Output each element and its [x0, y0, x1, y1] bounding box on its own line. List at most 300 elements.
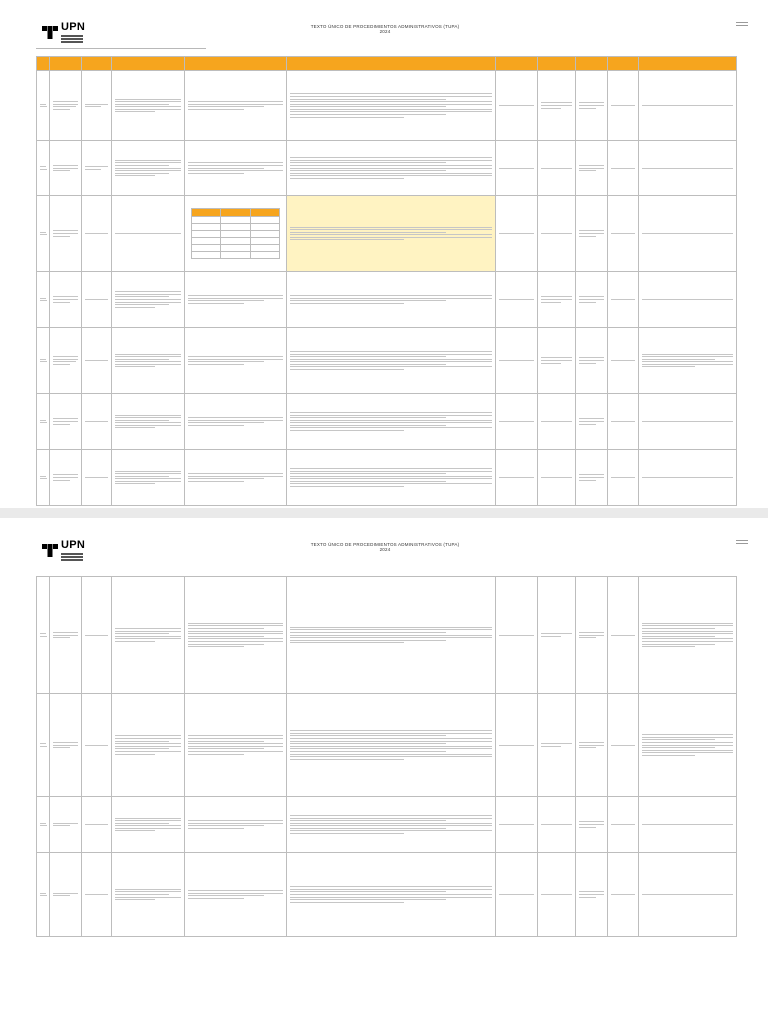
table-cell [37, 141, 50, 196]
text-line [290, 227, 492, 228]
text-line [611, 168, 635, 169]
text-line [642, 354, 733, 355]
text-line [40, 636, 47, 637]
text-line [541, 636, 561, 637]
table-cell [287, 272, 496, 328]
text-line [611, 105, 635, 106]
text-line [40, 298, 46, 299]
text-line [642, 894, 733, 895]
text-line [290, 430, 404, 431]
table-cell [639, 71, 737, 141]
text-line [541, 299, 572, 300]
page-2 [0, 518, 768, 1024]
text-line [290, 173, 492, 174]
table-cell [608, 797, 639, 853]
text-line [53, 104, 78, 105]
text-line [290, 830, 492, 831]
table-cell [185, 450, 287, 506]
text-line [40, 106, 47, 107]
text-line [188, 751, 283, 752]
text-line [188, 623, 283, 624]
text-line [115, 754, 155, 755]
nested-table-cell [221, 217, 250, 224]
nested-table-cell [250, 245, 279, 252]
nested-table-cell [192, 238, 221, 245]
table-cell [185, 577, 287, 694]
text-line [188, 473, 283, 474]
text-line [53, 101, 78, 102]
text-line [579, 165, 604, 166]
text-line [290, 420, 492, 421]
logo-name: UPN [61, 21, 86, 33]
text-line [290, 96, 492, 97]
page-1 [0, 0, 768, 508]
text-line [115, 427, 155, 428]
text-line [611, 894, 635, 895]
text-line [115, 899, 155, 900]
text-line [53, 359, 78, 360]
table-cell [639, 196, 737, 272]
text-line [579, 480, 596, 481]
text-line [290, 468, 492, 469]
table-cell [82, 853, 112, 937]
text-line [579, 477, 604, 478]
table-row [37, 694, 737, 797]
text-line [188, 738, 283, 739]
text-line [188, 173, 244, 174]
text-line [642, 747, 715, 748]
text-line [53, 480, 70, 481]
table-cell [496, 450, 538, 506]
text-line [541, 477, 572, 478]
table-cell [185, 196, 287, 272]
text-line [290, 902, 404, 903]
text-line [115, 422, 181, 423]
nested-table-cell [192, 209, 221, 217]
table-cell [112, 141, 185, 196]
text-line [53, 106, 76, 107]
text-line [115, 417, 181, 418]
text-line [579, 897, 596, 898]
text-line [290, 627, 492, 628]
text-line [290, 476, 492, 477]
table-cell [287, 196, 496, 272]
text-line [290, 637, 492, 638]
table-cell [608, 577, 639, 694]
text-line [642, 168, 733, 169]
text-line [290, 629, 492, 630]
table-cell [496, 328, 538, 394]
text-line [188, 638, 283, 639]
text-line [579, 236, 596, 237]
text-line [53, 637, 70, 638]
table-cell [50, 797, 82, 853]
text-line [115, 304, 169, 305]
text-line [115, 354, 181, 355]
text-line [290, 232, 446, 233]
text-line [541, 105, 572, 106]
col-header [112, 57, 185, 71]
text-line [115, 291, 181, 292]
table-cell [112, 797, 185, 853]
table-cell [112, 853, 185, 937]
document-title: TEXTO ÚNICO DE PROCEDIMIENTOS ADMINISTRATIVOS (TUPA) 2024 [310, 24, 460, 34]
text-line [188, 895, 264, 896]
table-cell [82, 577, 112, 694]
text-line [290, 471, 492, 472]
table-row [37, 71, 737, 141]
text-line [290, 300, 446, 301]
text-line [290, 106, 446, 107]
text-line [290, 748, 492, 749]
text-line [290, 234, 492, 235]
table-cell [287, 328, 496, 394]
table-cell [639, 853, 737, 937]
text-line [40, 234, 47, 235]
text-line [115, 483, 155, 484]
text-line [290, 889, 492, 890]
text-line [290, 237, 492, 238]
text-line [188, 359, 283, 360]
text-line [188, 298, 283, 299]
text-line [611, 421, 635, 422]
table-cell [639, 141, 737, 196]
table-cell [576, 797, 608, 853]
text-line [579, 299, 604, 300]
text-line [85, 421, 108, 422]
table-cell [287, 853, 496, 937]
col-header [538, 57, 576, 71]
text-line [290, 351, 492, 352]
text-line [642, 623, 733, 624]
text-line [579, 108, 596, 109]
text-line [115, 364, 181, 365]
table-cell [50, 196, 82, 272]
text-line [115, 636, 181, 637]
text-line [188, 644, 264, 645]
text-line [642, 477, 733, 478]
text-line [53, 364, 70, 365]
text-line [290, 168, 492, 169]
table-cell [608, 450, 639, 506]
text-line [115, 175, 155, 176]
text-line [642, 299, 733, 300]
text-line [642, 750, 733, 751]
text-line [115, 628, 181, 629]
table-cell [576, 853, 608, 937]
text-line [290, 369, 404, 370]
text-line [53, 302, 70, 303]
text-line [499, 745, 534, 746]
table-cell [287, 71, 496, 141]
text-line [115, 631, 181, 632]
text-line [188, 823, 283, 824]
text-line [188, 825, 264, 826]
table-row [37, 394, 737, 450]
text-line [290, 93, 492, 94]
document-title: TEXTO ÚNICO DE PROCEDIMIENTOS ADMINISTRATIVOS (TUPA) 2024 [310, 542, 460, 552]
text-line [53, 893, 78, 894]
table-cell [287, 797, 496, 853]
text-line [53, 635, 78, 636]
table-cell [538, 450, 576, 506]
text-line [642, 105, 733, 106]
text-line [188, 754, 244, 755]
text-line [188, 820, 283, 821]
text-line [579, 357, 604, 358]
text-line [541, 168, 572, 169]
table-cell [639, 450, 737, 506]
text-line [290, 359, 492, 360]
table-cell [538, 394, 576, 450]
text-line [611, 745, 635, 746]
text-line [115, 296, 169, 297]
text-line [115, 111, 155, 112]
table-cell [496, 694, 538, 797]
text-line [188, 636, 264, 637]
upn-logo [42, 540, 85, 561]
text-line [642, 628, 715, 629]
table-cell [496, 71, 538, 141]
text-line [115, 162, 181, 163]
table-cell [496, 853, 538, 937]
text-line [611, 299, 635, 300]
text-line [85, 299, 108, 300]
text-line [40, 823, 46, 824]
text-line [579, 302, 596, 303]
text-line [188, 743, 283, 744]
table-cell [50, 71, 82, 141]
text-line [188, 104, 283, 105]
text-line [188, 478, 264, 479]
text-line [115, 894, 169, 895]
text-line [541, 746, 561, 747]
table-cell [538, 272, 576, 328]
table-cell [538, 196, 576, 272]
text-line [579, 745, 604, 746]
text-line [611, 233, 635, 234]
text-line [290, 354, 492, 355]
text-line [115, 168, 181, 169]
text-line [53, 233, 78, 234]
nested-table-cell [221, 238, 250, 245]
text-line [290, 818, 492, 819]
text-line [115, 415, 181, 416]
text-line [188, 356, 283, 357]
nested-table-cell [221, 209, 250, 217]
text-line [40, 825, 47, 826]
table-cell [538, 694, 576, 797]
text-line [40, 169, 47, 170]
col-header [496, 57, 538, 71]
text-line [290, 417, 446, 418]
text-line [290, 894, 492, 895]
text-line [642, 824, 733, 825]
text-line [53, 421, 78, 422]
table-cell [496, 577, 538, 694]
text-line [290, 632, 446, 633]
table-cell [287, 450, 496, 506]
text-line [499, 233, 534, 234]
text-line [541, 108, 561, 109]
table-cell [287, 394, 496, 450]
text-line [290, 730, 492, 731]
text-line [541, 421, 572, 422]
text-line [290, 303, 404, 304]
text-line [290, 486, 404, 487]
table-row [37, 577, 737, 694]
table-cell [639, 272, 737, 328]
text-line [40, 232, 46, 233]
procedures-table-1 [36, 56, 737, 506]
text-line [642, 644, 715, 645]
text-line [115, 307, 155, 308]
text-line [188, 422, 264, 423]
text-line [115, 101, 181, 102]
text-line [290, 361, 492, 362]
text-line [642, 739, 715, 740]
nested-table [191, 208, 280, 259]
col-header [82, 57, 112, 71]
text-line [53, 823, 78, 824]
table-row [37, 328, 737, 394]
text-line [40, 895, 47, 896]
table-cell [608, 853, 639, 937]
text-line [115, 302, 181, 303]
text-line [53, 296, 78, 297]
table-cell [576, 694, 608, 797]
nested-table-cell [192, 217, 221, 224]
text-line [642, 636, 715, 637]
text-line [53, 299, 78, 300]
text-line [290, 99, 446, 100]
text-line [53, 745, 78, 746]
col-header [50, 57, 82, 71]
table-row [37, 141, 737, 196]
table-cell [50, 450, 82, 506]
text-line [579, 632, 604, 633]
nested-table-cell [221, 252, 250, 259]
table-cell [37, 577, 50, 694]
text-line [579, 102, 604, 103]
text-line [290, 746, 492, 747]
table-cell [608, 196, 639, 272]
text-line [53, 742, 78, 743]
table-cell [37, 71, 50, 141]
text-line [290, 170, 446, 171]
text-line [290, 104, 492, 105]
text-line [188, 361, 264, 362]
table-cell [50, 272, 82, 328]
text-line [115, 641, 155, 642]
nested-table-cell [250, 231, 279, 238]
text-line [85, 824, 108, 825]
text-line [115, 633, 169, 634]
text-line [85, 166, 108, 167]
text-line [188, 746, 283, 747]
table-cell [576, 394, 608, 450]
nested-table-cell [192, 252, 221, 259]
col-header [639, 57, 737, 71]
table-cell [112, 394, 185, 450]
table-cell [496, 196, 538, 272]
text-line [188, 476, 283, 477]
text-line [115, 233, 181, 234]
text-line [53, 165, 78, 166]
table-cell [608, 394, 639, 450]
text-line [53, 361, 76, 362]
text-line [290, 886, 492, 887]
nested-table-cell [221, 245, 250, 252]
table-cell [50, 577, 82, 694]
text-line [290, 635, 492, 636]
text-line [579, 105, 604, 106]
text-line [115, 473, 181, 474]
table-cell [576, 71, 608, 141]
text-line [115, 104, 169, 105]
table-cell [185, 328, 287, 394]
table-cell [608, 328, 639, 394]
text-line [579, 418, 604, 419]
page-number [736, 538, 748, 544]
text-line [115, 478, 181, 479]
table-cell [608, 71, 639, 141]
table-cell [37, 797, 50, 853]
table-cell [82, 141, 112, 196]
text-line [188, 295, 283, 296]
text-line [40, 476, 46, 477]
col-header [576, 57, 608, 71]
text-line [579, 824, 604, 825]
text-line [642, 745, 733, 746]
nested-table-cell [250, 217, 279, 224]
text-line [188, 741, 264, 742]
text-line [85, 745, 108, 746]
text-line [115, 299, 181, 300]
nested-table-cell [250, 238, 279, 245]
upn-emblem-icon [42, 24, 58, 40]
text-line [642, 752, 733, 753]
text-line [290, 298, 492, 299]
text-line [85, 360, 108, 361]
text-line [115, 738, 181, 739]
text-line [115, 746, 181, 747]
table-cell [496, 272, 538, 328]
table-caption [36, 48, 206, 49]
table-cell [538, 71, 576, 141]
nested-table-cell [250, 209, 279, 217]
text-line [115, 106, 181, 107]
text-line [188, 641, 283, 642]
text-line [188, 168, 264, 169]
table-cell [185, 694, 287, 797]
table-cell [496, 394, 538, 450]
text-line [188, 364, 244, 365]
text-line [188, 165, 283, 166]
text-line [115, 471, 181, 472]
text-line [85, 106, 101, 107]
table-cell [82, 694, 112, 797]
text-line [85, 477, 108, 478]
text-line [188, 633, 283, 634]
text-line [188, 828, 244, 829]
text-line [115, 481, 181, 482]
table-cell [37, 272, 50, 328]
text-line [188, 101, 283, 102]
text-line [115, 359, 169, 360]
table-cell [185, 853, 287, 937]
col-header [37, 57, 50, 71]
